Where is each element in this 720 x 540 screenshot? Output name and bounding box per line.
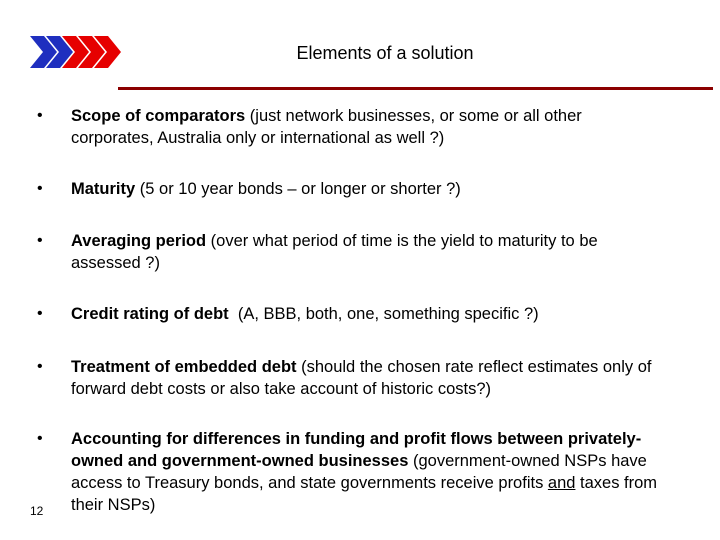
- bullet-marker: •: [37, 180, 43, 197]
- bullet-detail: (5 or 10 year bonds – or longer or shorter ?): [135, 180, 461, 198]
- bullet-heading: Treatment of embedded debt: [71, 358, 297, 376]
- bullet-text: [71, 303, 661, 325]
- bullet-heading: Maturity: [71, 180, 136, 198]
- bullet-heading: Accounting for differences in funding and profit flows between privately-owned and government-owned businesses: [71, 430, 642, 470]
- bullet-detail: (just network businesses, or some or all other corporates, Australia only or international as well ?): [71, 107, 582, 147]
- bullet-text: [71, 178, 661, 200]
- bullet-detail: (A, BBB, both, one, something specific ?): [228, 305, 539, 323]
- bullet-marker: •: [37, 305, 43, 322]
- bullet-marker: •: [37, 430, 43, 447]
- bullet-heading: Credit rating of debt: [71, 305, 229, 323]
- bullet-marker: •: [37, 107, 43, 124]
- bullet-underlined-word: and: [547, 474, 576, 492]
- bullet-detail-end: taxes from their NSPs): [71, 474, 658, 514]
- bullet-text: [71, 105, 661, 149]
- bullet-text: [71, 356, 661, 400]
- bullet-detail: (should the chosen rate reflect estimates only of forward debt costs or also take account of historic costs?): [71, 358, 652, 398]
- bullet-detail: (government-owned NSPs have access to Treasury bonds, and state governments receive profits: [71, 452, 647, 492]
- slide-title: Elements of a solution: [296, 43, 474, 63]
- bullet-heading: Averaging period: [71, 232, 207, 250]
- bullet-marker: •: [37, 232, 43, 249]
- page-number: 12: [30, 504, 44, 518]
- bullet-marker: •: [37, 358, 43, 375]
- bullet-text: [71, 428, 661, 516]
- bullet-heading: Scope of comparators: [71, 107, 246, 125]
- bullet-text: [71, 230, 661, 274]
- bullet-detail: (over what period of time is the yield to maturity to be assessed ?): [71, 232, 598, 272]
